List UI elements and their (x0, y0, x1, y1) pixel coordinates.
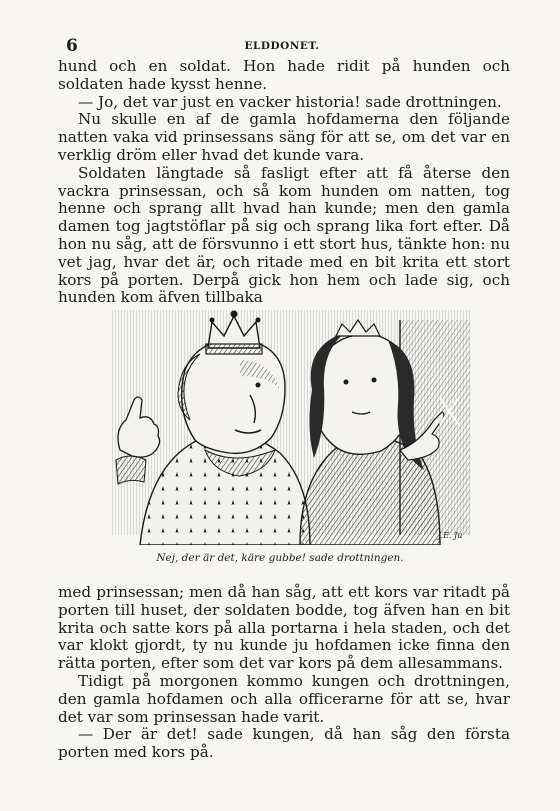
paragraph: hund och en soldat. Hon hade ridit på hunden och soldaten hade kysst henne. (58, 57, 510, 93)
illustration-caption: Nej, der är det, käre gubbe! sade drottningen. (156, 552, 404, 564)
illustration-engraving (100, 300, 480, 545)
text-block-bottom (58, 584, 510, 762)
running-title: ELDDONET. (244, 40, 320, 52)
paragraph: — Der är det! sade kungen, då han såg den första porten med kors på. (58, 725, 510, 762)
paragraph: Soldaten längtade så fasligt efter att få återse den vackra prinsessan, och så kom hunden om natten, tog henne och sprang allt hvad han kunde; men den gamla damen tog jagtstöflar på sig och sprang lika fort efter. Då hon nu såg, att de försvunno i ett stort hus, tänkte hon: nu vet jag, hvar det är, och ritade med en bit krita ett stort kors på porten. Derpå gick hon hem och lade sig, och hunden kom äfven tillbaka (58, 163, 510, 307)
page-header (52, 36, 512, 56)
paragraph: Nu skulle en af de gamla hofdamerna den följande natten vaka vid prinsessans säng för att se, om det var en verklig dröm eller hvad det kunde vara. (58, 110, 510, 164)
paragraph: med prinsessan; men då han såg, att ett kors var ritadt på porten till huset, der soldaten bodde, tog äfven han en bit krita och satte kors på alla portarna i hela staden, och det var klokt gjordt, ty nu kunde ju hofdamen icke finna den rätta porten, efter som det var kors på dem allesammans. (58, 583, 510, 673)
paragraph: — Jo, det var just en vacker historia! sade drottningen. (78, 92, 502, 111)
page-number: 6 (66, 36, 78, 56)
artist-mark: J.E. Ju (438, 531, 463, 540)
paragraph: Tidigt på morgonen kommo kungen och drottningen, den gamla hofdamen och alla officerarne för att se, hvar det var som prinsessan hade varit. (58, 671, 510, 726)
text-block-top (58, 58, 510, 307)
